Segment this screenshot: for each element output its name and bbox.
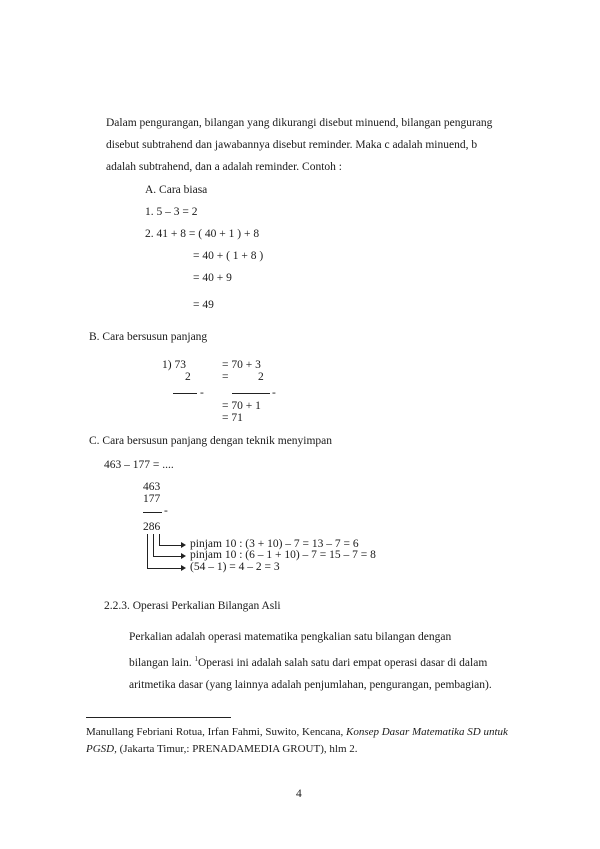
method-b-left-minus: - (200, 387, 204, 399)
intro-paragraph (106, 112, 515, 178)
method-c-minuend: 463 (143, 481, 161, 493)
section-line-2-post: Operasi ini adalah salah satu dari empat operasi dasar di dalam (197, 656, 488, 669)
footnote-publisher: (Jakarta Timur,: PRENADAMEDIA GROUT), hlm 2. (116, 743, 358, 755)
section-line-3: aritmetika dasar (yang lainnya adalah penjumlahan, pengurangan, pembagian). (129, 678, 492, 691)
method-a-heading: A. Cara biasa (145, 184, 208, 196)
method-b-right-mid-eq: = (222, 371, 229, 383)
section-heading: 2.2.3. Operasi Perkalian Bilangan Asli (104, 600, 281, 612)
intro-line-2: disebut subtrahend dan jawabannya disebut reminder. Maka c adalah minuend, b (106, 139, 478, 151)
section-line-2 (129, 648, 515, 674)
method-b-right-top: = 70 + 3 (222, 359, 261, 371)
method-c-subtrahend: 177 (143, 493, 161, 505)
borrow-bracket-2-vertical (153, 534, 154, 556)
borrow-bracket-3-vertical (147, 534, 148, 568)
footnote-authors: Manullang Febriani Rotua, Irfan Fahmi, Suwito, Kencana, (86, 726, 346, 738)
method-b-result-1: = 70 + 1 (222, 400, 261, 412)
method-a-step-1: = 40 + ( 1 + 8 ) (193, 250, 264, 262)
intro-line-1: Dalam pengurangan, bilangan yang dikurangi disebut minuend, bilangan pengurang (106, 117, 493, 129)
method-b-result-2: = 71 (222, 412, 243, 424)
borrow-note-1: pinjam 10 : (3 + 10) – 7 = 13 – 7 = 6 (190, 538, 359, 550)
section-line-1: Perkalian adalah operasi matematika pengkalian satu bilangan dengan (129, 631, 452, 643)
footnote (86, 724, 516, 758)
method-c-minus: - (164, 505, 168, 517)
method-a-example-2: 2. 41 + 8 = ( 40 + 1 ) + 8 (145, 228, 260, 240)
page-number: 4 (296, 788, 302, 800)
footnote-title: Konsep Dasar Matematika SD untuk PGSD, (86, 726, 508, 755)
borrow-bracket-3-horizontal (147, 568, 181, 569)
method-c-heading: C. Cara bersusun panjang dengan teknik menyimpan (89, 435, 333, 447)
method-a-step-3: = 49 (193, 299, 214, 311)
method-b-left-rule (173, 393, 197, 394)
method-c-rule (143, 512, 162, 513)
method-b-right-minus: - (272, 387, 276, 399)
method-b-right-rule (232, 393, 270, 394)
section-line-2-pre: bilangan lain. (129, 656, 195, 669)
footnote-marker: 1 (194, 655, 198, 663)
method-b-right-mid-val: 2 (258, 371, 264, 383)
method-b-heading: B. Cara bersusun panjang (89, 331, 208, 343)
method-b-left-mid: 2 (185, 371, 191, 383)
arrow-right-icon (181, 565, 186, 571)
borrow-note-3: (54 – 1) = 4 – 2 = 3 (190, 561, 280, 573)
method-c-result: 286 (143, 521, 161, 533)
method-a-example-1: 1. 5 – 3 = 2 (145, 206, 198, 218)
intro-line-3: adalah subtrahend, dan a adalah reminder. Contoh : (106, 161, 342, 173)
method-a-step-2: = 40 + 9 (193, 272, 232, 284)
method-c-problem: 463 – 177 = .... (104, 459, 174, 471)
borrow-bracket-2-horizontal (153, 556, 181, 557)
borrow-bracket-1-horizontal (159, 545, 181, 546)
footnote-separator (86, 717, 231, 718)
method-b-left-top: 1) 73 (162, 359, 186, 371)
arrow-right-icon (181, 542, 186, 548)
borrow-note-2: pinjam 10 : (6 – 1 + 10) – 7 = 15 – 7 = 8 (190, 549, 376, 561)
section-paragraph (129, 626, 515, 696)
arrow-right-icon (181, 553, 186, 559)
borrow-bracket-1-vertical (159, 534, 160, 545)
